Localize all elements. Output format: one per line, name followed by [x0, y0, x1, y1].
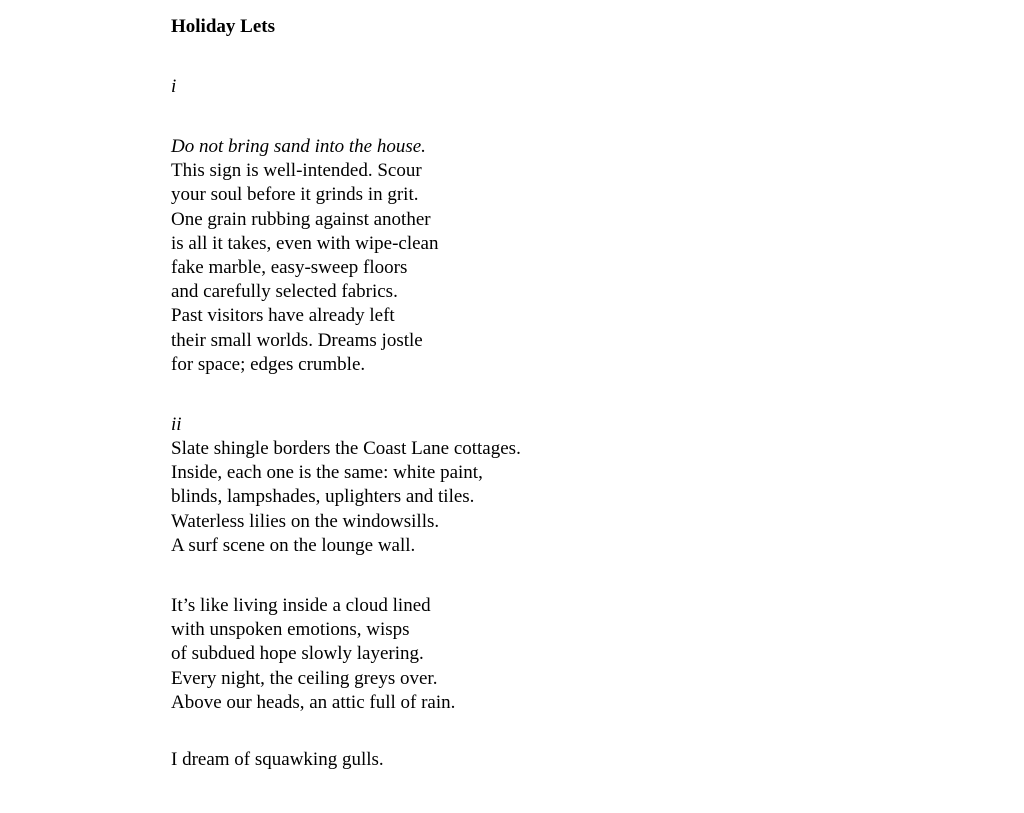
- poem-line: Past visitors have already left: [171, 305, 395, 327]
- section-numeral-ii: ii: [171, 414, 182, 436]
- poem-line: I dream of squawking gulls.: [171, 749, 384, 771]
- poem-line: of subdued hope slowly layering.: [171, 643, 424, 665]
- poem-line: A surf scene on the lounge wall.: [171, 534, 416, 556]
- poem-line: Inside, each one is the same: white paint,: [171, 462, 483, 484]
- stanza-4: [171, 748, 871, 772]
- poem-line: One grain rubbing against another: [171, 208, 431, 230]
- poem-line: This sign is well-intended. Scour: [171, 160, 422, 182]
- poem-line: blinds, lampshades, uplighters and tiles.: [171, 486, 475, 508]
- poem-line: It’s like living inside a cloud lined: [171, 595, 431, 617]
- poem-title: Holiday Lets: [171, 16, 275, 37]
- section-numeral-i: i: [171, 76, 177, 97]
- poem-line: Every night, the ceiling greys over.: [171, 667, 438, 689]
- poem-line: Do not bring sand into the house.: [171, 136, 426, 157]
- poem-line: with unspoken emotions, wisps: [171, 619, 410, 641]
- stanza-1: [171, 135, 871, 377]
- poem-line: for space; edges crumble.: [171, 353, 366, 375]
- poem-line: their small worlds. Dreams jostle: [171, 329, 423, 351]
- poem-document: [171, 15, 871, 772]
- poem-line: is all it takes, even with wipe-clean: [171, 232, 439, 254]
- poem-line: fake marble, easy-sweep floors: [171, 257, 408, 279]
- poem-line: and carefully selected fabrics.: [171, 281, 398, 303]
- poem-line: Waterless lilies on the windowsills.: [171, 510, 440, 532]
- poem-line: your soul before it grinds in grit.: [171, 184, 419, 206]
- stanza-2: [171, 437, 871, 558]
- stanza-3: [171, 594, 871, 715]
- poem-line: Slate shingle borders the Coast Lane cottages.: [171, 438, 521, 460]
- poem-line: Above our heads, an attic full of rain.: [171, 691, 456, 713]
